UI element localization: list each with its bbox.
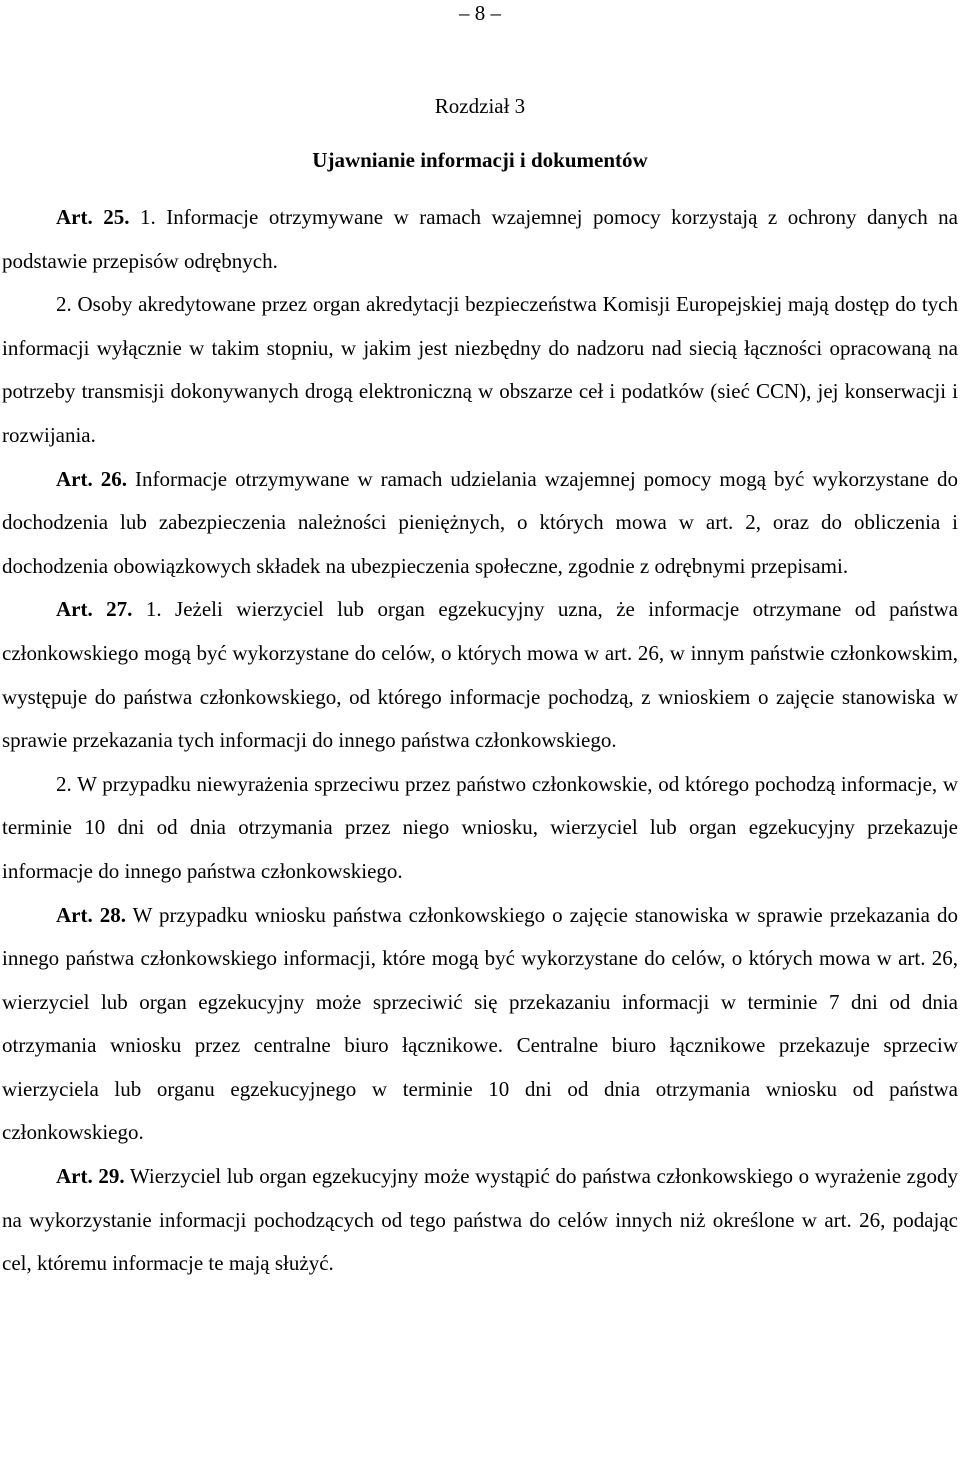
paragraph-art-27-2 xyxy=(2,763,958,894)
article-label: Art. 26. xyxy=(56,466,127,491)
page-number: – 8 – xyxy=(459,1,501,25)
paragraph-text: 2. Osoby akredytowane przez organ akredytacji bezpieczeństwa Komisji Europejskiej mają dostęp do tych informacji wyłącznie w takim stopniu, w jakim jest niezbędny do nadzoru nad siecią łączności opracowaną na potrzeby transmisji dokonywanych drogą elektroniczną w obszarze ceł i podatków (sieć CCN), jej konserwacji i rozwijania. xyxy=(2,292,958,447)
paragraph-art-28 xyxy=(2,894,958,1156)
paragraph-text: 1. Informacje otrzymywane w ramach wzajemnej pomocy korzystają z ochrony danych na podstawie przepisów odrębnych. xyxy=(2,205,959,273)
article-label: Art. 28. xyxy=(56,902,126,927)
paragraph-art-26 xyxy=(2,458,958,589)
article-label: Art. 25. xyxy=(56,205,130,229)
paragraph-text: 1. Jeżeli wierzyciel lub organ egzekucyjny uzna, że informacje otrzymane od państwa członkowskiego mogą być wykorzystane do celów, o których mowa w art. 26, w innym państwie członkowskim, występuje do państwa członkowskiego, od którego informacje pochodzą, z wnioskiem o zajęcie stanowiska w sprawie przekazania tych informacji do innego państwa członkowskiego. xyxy=(2,597,958,753)
paragraph-art-27-1 xyxy=(2,588,958,762)
paragraph-text: W przypadku wniosku państwa członkowskiego o zajęcie stanowiska w sprawie przekazania do innego państwa członkowskiego informacji, które mogą być wykorzystane do celów, o których mowa w art. 26, wierzyciel lub organ egzekucyjny może sprzeciwić się przekazaniu informacji w terminie 7 dni od dnia otrzymania wniosku przez centralne biuro łącznikowe. Centralne biuro łącznikowe przekazuje sprzeciw wierzyciela lub organu egzekucyjnego w terminie 10 dni od dnia otrzymania wniosku od państwa członkowskiego. xyxy=(2,902,958,1145)
paragraph-art-25-2 xyxy=(2,283,958,457)
document-body xyxy=(2,196,958,1286)
chapter-title: Ujawnianie informacji i dokumentów xyxy=(312,148,648,172)
paragraph-text: Wierzyciel lub organ egzekucyjny może wystąpić do państwa członkowskiego o wyrażenie zgody na wykorzystanie informacji pochodzących od tego państwa do celów innych niż określone w art. 26, podając cel, któremu informacje te mają służyć. xyxy=(2,1164,958,1276)
article-label: Art. 29. xyxy=(56,1164,125,1189)
paragraph-art-25-1 xyxy=(2,196,958,283)
chapter-number: Rozdział 3 xyxy=(434,94,526,118)
paragraph-text: Informacje otrzymywane w ramach udzielania wzajemnej pomocy mogą być wykorzystane do dochodzenia lub zabezpieczenia należności pieniężnych, o których mowa w art. 2, oraz do obliczenia i dochodzenia obowiązkowych składek na ubezpieczenia społeczne, zgodnie z odrębnymi przepisami. xyxy=(2,466,958,578)
article-label: Art. 27. xyxy=(56,597,133,622)
paragraph-art-29 xyxy=(2,1155,958,1286)
paragraph-text: 2. W przypadku niewyrażenia sprzeciwu przez państwo członkowskie, od którego pochodzą informacje, w terminie 10 dni od dnia otrzymania przez niego wniosku, wierzyciel lub organ egzekucyjny przekazuje informacje do innego państwa członkowskiego. xyxy=(2,771,958,883)
